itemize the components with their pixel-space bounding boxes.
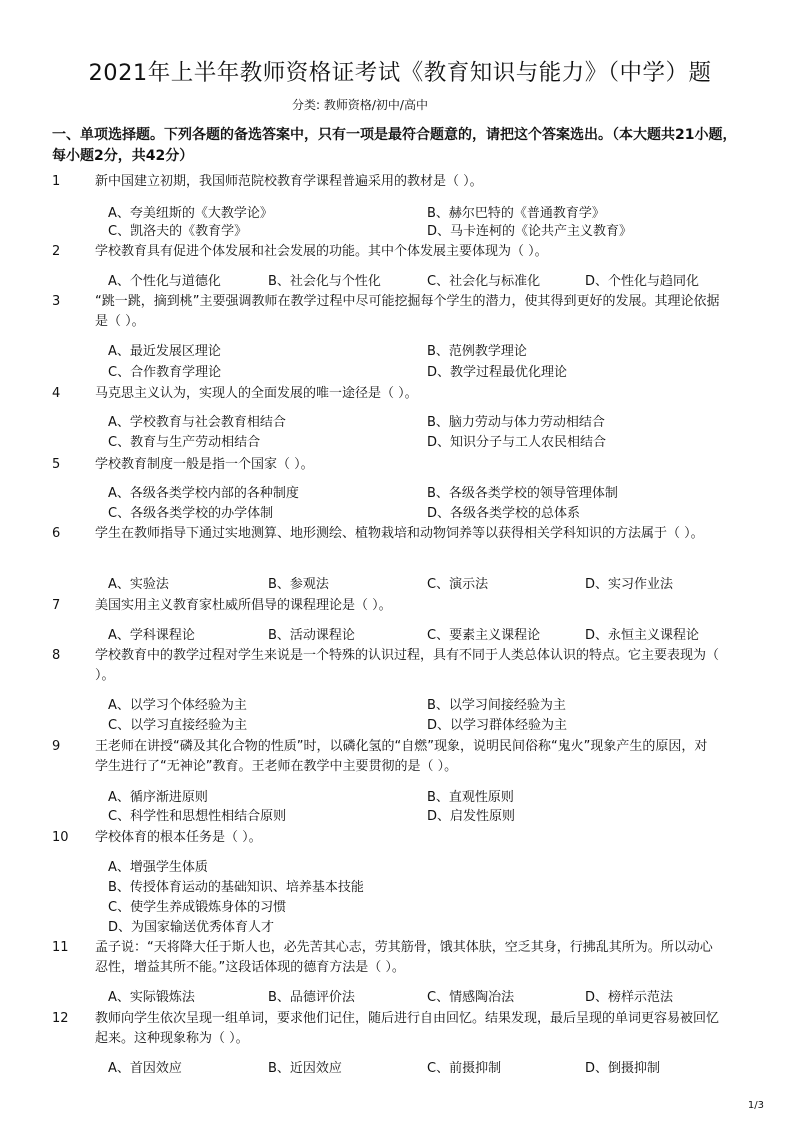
option-c: C、社会化与标准化 [427, 274, 541, 289]
option-c: C、以学习直接经验为主 [108, 718, 248, 733]
option-b: B、范例教学理论 [427, 344, 527, 359]
option-b: B、近因效应 [268, 1061, 342, 1076]
option-c: C、合作教育学理论 [108, 365, 222, 380]
category-label: 分类: 教师资格/初中/高中 [292, 98, 428, 112]
question-text: 马克思主义认为，实现人的全面发展的唯一途径是（ ）。 [95, 386, 418, 401]
document-title: 2021年上半年教师资格证考试《教育知识与能力》（中学）题 [88, 60, 712, 86]
question-number: 2 [52, 244, 61, 259]
option-b: B、品德评价法 [268, 990, 355, 1005]
question-text: 孟子说：“天将降大任于斯人也，必先苦其心志，劳其筋骨，饿其体肤，空乏其身，行拂乱其所为。所以动心忍性，增益其所不能。”这段话体现的德育方法是（ ）。 [95, 940, 713, 975]
option-d: D、个性化与趋同化 [585, 274, 700, 289]
option-a: A、个性化与道德化 [108, 274, 221, 289]
question-text: 学校教育制度一般是指一个国家（ ）。 [95, 457, 314, 472]
option-a: A、各级各类学校内部的各种制度 [108, 486, 299, 501]
option-c: C、各级各类学校的办学体制 [108, 506, 274, 521]
option-d: D、启发性原则 [427, 809, 516, 824]
option-d: D、知识分子与工人农民相结合 [427, 435, 607, 450]
question-number: 6 [52, 526, 61, 541]
option-d: D、各级各类学校的总体系 [427, 506, 581, 521]
option-c: C、前摄抑制 [427, 1061, 502, 1076]
question-number: 7 [52, 598, 61, 613]
question-text: 学校教育具有促进个体发展和社会发展的功能。其中个体发展主要体现为（ ）。 [95, 244, 548, 259]
option-d: D、为国家输送优秀体育人才 [108, 920, 275, 935]
option-a: A、实际锻炼法 [108, 990, 195, 1005]
question-text: 美国实用主义教育家杜威所倡导的课程理论是（ ）。 [95, 598, 392, 613]
option-a: A、循序渐进原则 [108, 790, 208, 805]
option-b: B、以学习间接经验为主 [427, 698, 566, 713]
question-text: “跳一跳，摘到桃”主要强调教师在教学过程中尽可能挖掘每个学生的潜力，使其得到更好的发展。其理论依据是（ ）。 [95, 294, 720, 329]
option-a: A、以学习个体经验为主 [108, 698, 247, 713]
option-b: B、各级各类学校的领导管理体制 [427, 486, 618, 501]
option-b: B、传授体育运动的基础知识、培养基本技能 [108, 880, 364, 895]
question-text: 学生在教师指导下通过实地测算、地形测绘、植物栽培和动物饲养等以获得相关学科知识的方法属于（ ）。 [95, 526, 704, 541]
option-a: A、实验法 [108, 577, 169, 592]
question-number: 5 [52, 457, 61, 472]
option-c: C、教育与生产劳动相结合 [108, 435, 261, 450]
option-d: D、榜样示范法 [585, 990, 674, 1005]
option-c: C、要素主义课程论 [427, 628, 541, 643]
question-number: 4 [52, 386, 61, 401]
question-number: 11 [52, 940, 69, 955]
question-text: 学校体育的根本任务是（ ）。 [95, 830, 262, 845]
question-text: 王老师在讲授“磷及其化合物的性质”时，以磷化氢的“自燃”现象，说明民间俗称“鬼火”现象产生的原因，对学生进行了“无神论”教育。王老师在教学中主要贯彻的是（ ）。 [95, 739, 708, 774]
option-d: D、以学习群体经验为主 [427, 718, 568, 733]
option-b: B、社会化与个性化 [268, 274, 381, 289]
option-a: A、学科课程论 [108, 628, 195, 643]
option-b: B、脑力劳动与体力劳动相结合 [427, 415, 605, 430]
option-d: D、永恒主义课程论 [585, 628, 700, 643]
question-text: 学校教育中的教学过程对学生来说是一个特殊的认识过程，具有不同于人类总体认识的特点。它主要表现为（ ）。 [95, 648, 720, 683]
question-number: 12 [52, 1011, 69, 1026]
question-number: 3 [52, 294, 61, 309]
option-d: D、马卡连柯的《论共产主义教育》 [427, 224, 633, 239]
option-b: B、赫尔巴特的《普通教育学》 [427, 206, 605, 221]
option-d: D、实习作业法 [585, 577, 674, 592]
option-d: D、教学过程最优化理论 [427, 365, 568, 380]
page-number: 1/3 [747, 1100, 764, 1111]
option-c: C、凯洛夫的《教育学》 [108, 224, 248, 239]
question-number: 8 [52, 648, 61, 663]
option-a: A、夸美纽斯的《大教学论》 [108, 206, 273, 221]
option-a: A、增强学生体质 [108, 860, 208, 875]
option-c: C、情感陶冶法 [427, 990, 515, 1005]
option-c: C、演示法 [427, 577, 489, 592]
question-number: 10 [52, 830, 69, 845]
question-text: 教师向学生依次呈现一组单词，要求他们记住，随后进行自由回忆。结果发现，最后呈现的单词更容易被回忆起来。这种现象称为（ ）。 [95, 1011, 720, 1046]
option-b: B、活动课程论 [268, 628, 355, 643]
option-b: B、参观法 [268, 577, 329, 592]
option-c: C、科学性和思想性相结合原则 [108, 809, 287, 824]
option-a: A、学校教育与社会教育相结合 [108, 415, 286, 430]
section-heading: 一、单项选择题。下列各题的备选答案中，只有一项是最符合题意的，请把这个答案选出。（本大题共21小题，每小题2分，共42分） [52, 127, 737, 164]
option-a: A、首因效应 [108, 1061, 182, 1076]
question-text: 新中国建立初期，我国师范院校教育学课程普遍采用的教材是（ ）。 [95, 174, 483, 189]
question-number: 9 [52, 739, 61, 754]
option-b: B、直观性原则 [427, 790, 514, 805]
option-a: A、最近发展区理论 [108, 344, 221, 359]
option-d: D、倒摄抑制 [585, 1061, 661, 1076]
option-c: C、使学生养成锻炼身体的习惯 [108, 900, 287, 915]
question-number: 1 [52, 174, 61, 189]
